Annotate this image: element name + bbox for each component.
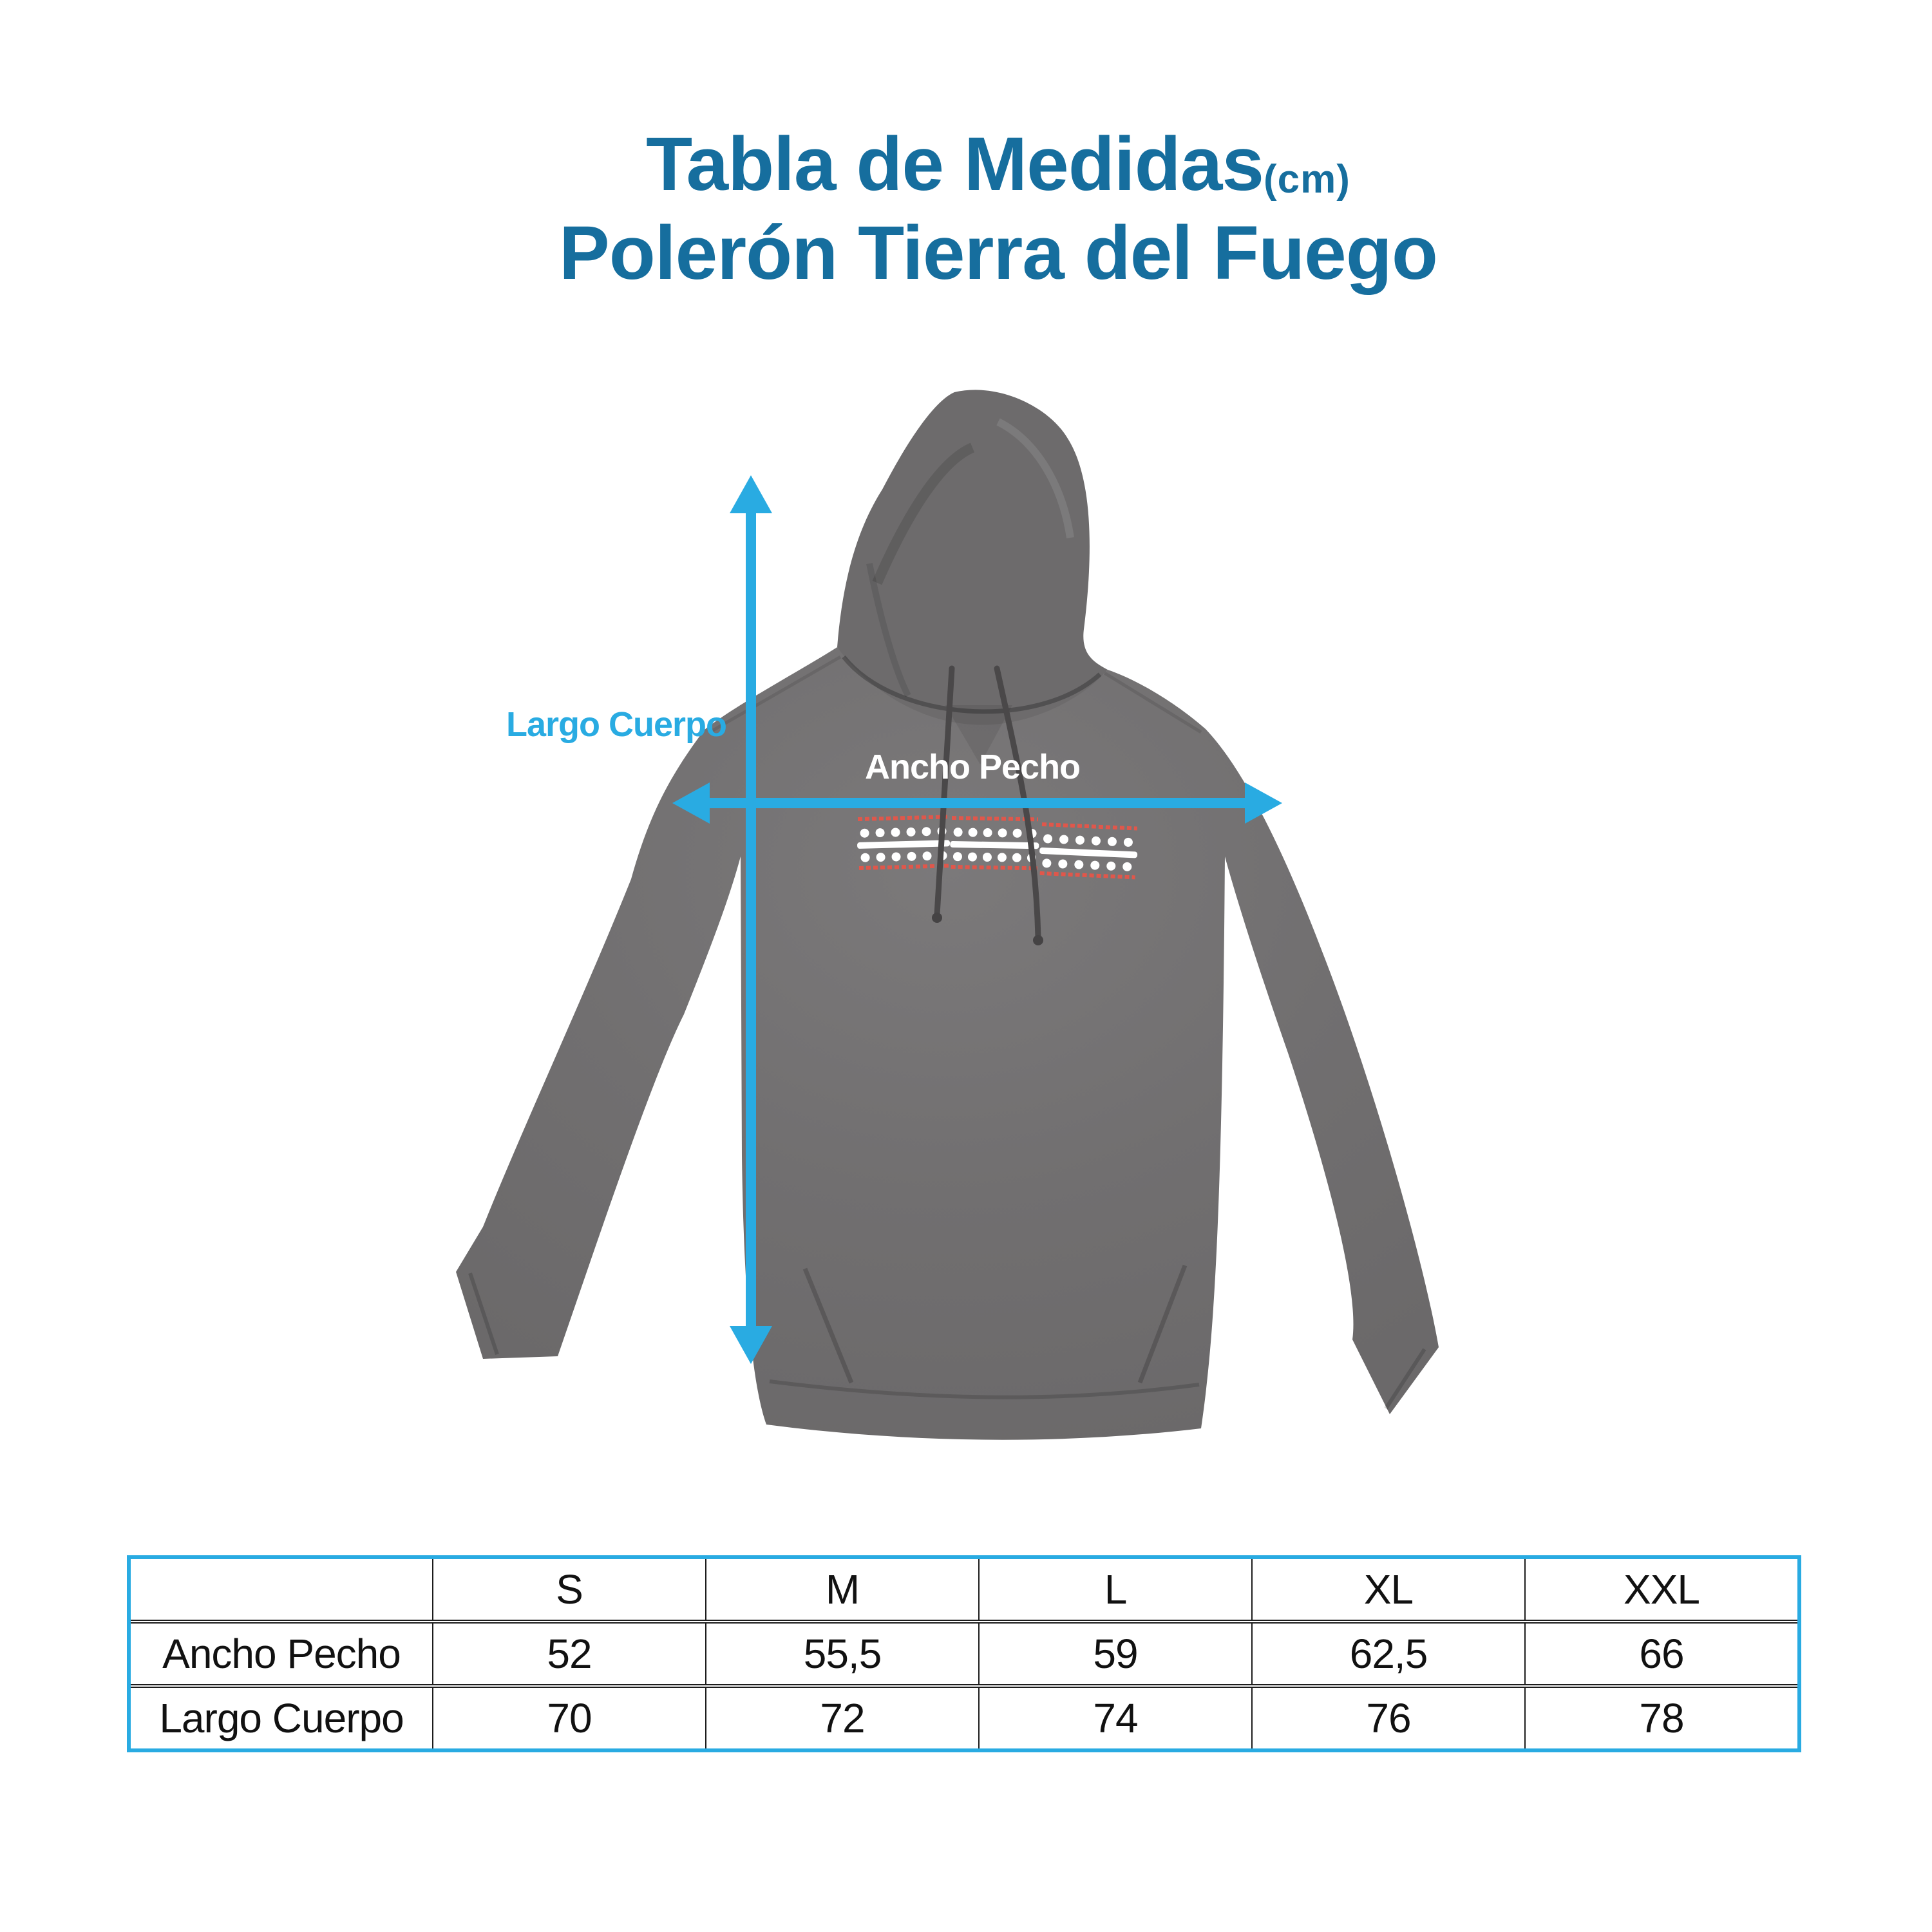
title-line1-text: Tabla de Medidas [646,122,1264,207]
table-row [131,1620,1797,1684]
size-column-header: L [980,1559,1253,1620]
table-row [131,1684,1797,1748]
title-line1 [64,120,1932,209]
table-header-row [131,1559,1797,1620]
row-label: Ancho Pecho [131,1624,433,1684]
size-value-cell: 59 [980,1624,1253,1684]
title-unit-cm: (cm) [1263,157,1350,202]
size-value-cell: 66 [1639,1631,1684,1677]
size-table [127,1555,1801,1752]
size-value-cell: 74 [980,1688,1253,1748]
ancho-pecho-label: Ancho Pecho [865,748,1081,786]
largo-cuerpo-label: Largo Cuerpo [506,705,726,744]
size-value-cell: 70 [433,1688,706,1748]
size-value-cell: 62,5 [1253,1624,1526,1684]
size-column-header: S [433,1559,706,1620]
title-line2: Polerón Tierra del Fuego [559,211,1437,296]
size-value-cell: 55,5 [706,1624,980,1684]
size-value-cell: 72 [706,1688,980,1748]
size-value-cell: 52 [433,1624,706,1684]
header-empty-cell [131,1559,433,1620]
hoodie-body [456,390,1439,1439]
size-column-header: XL [1253,1559,1526,1620]
row-label: Largo Cuerpo [131,1688,433,1748]
page-title [64,120,1932,298]
hoodie-image [419,370,1513,1465]
size-column-header: M [706,1559,980,1620]
size-value-cell: 76 [1253,1688,1526,1748]
size-column-header: XXL [1624,1566,1700,1613]
hood [837,390,1108,724]
size-value-cell: 78 [1639,1695,1684,1741]
